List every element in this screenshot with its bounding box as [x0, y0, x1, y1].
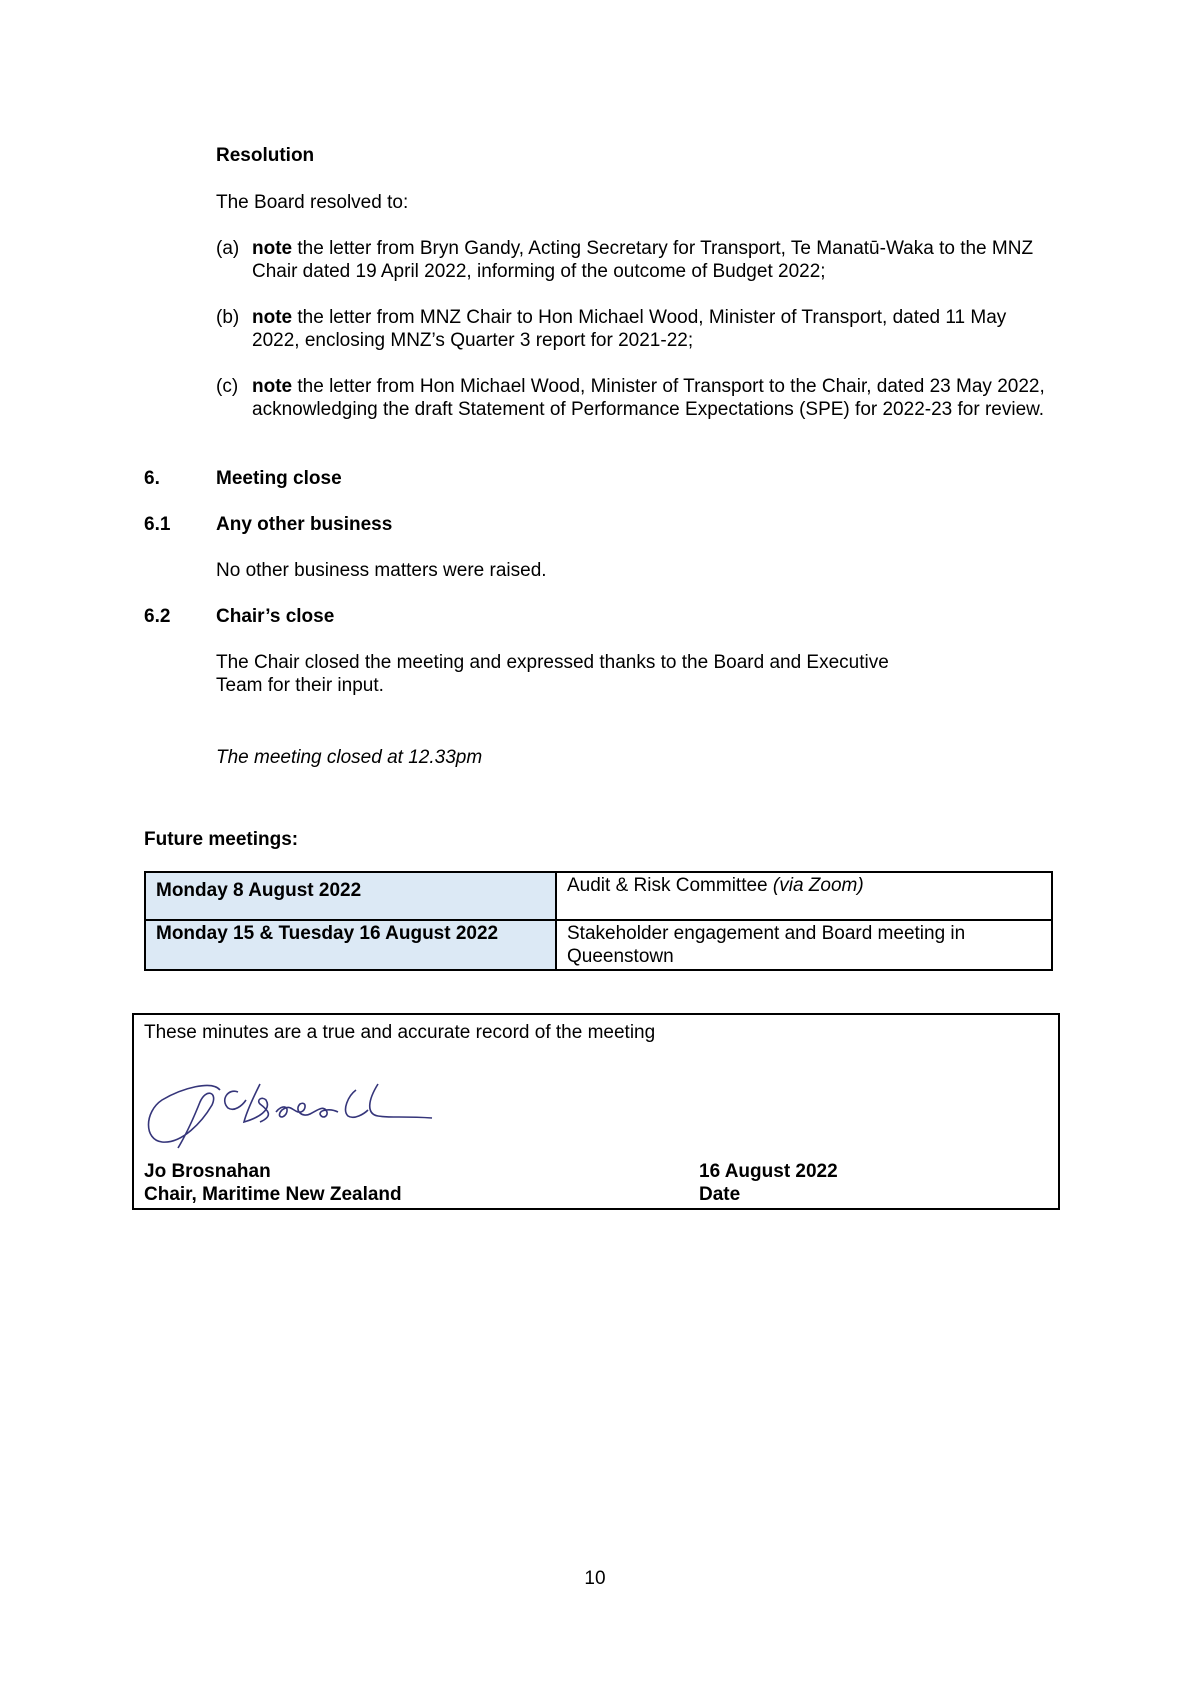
- signature-date-value: 16 August 2022: [699, 1161, 838, 1182]
- section-number-6: 6.: [144, 468, 160, 489]
- item-letter: (c): [216, 376, 239, 397]
- table-row: [145, 920, 1052, 970]
- meeting-date-cell: Monday 15 & Tuesday 16 August 2022: [145, 920, 556, 970]
- signature-date-label: Date: [699, 1184, 741, 1205]
- signature-block: [132, 1013, 1060, 1210]
- section-title-any-other-business: Any other business: [216, 514, 393, 535]
- section-number-6-2: 6.2: [144, 606, 171, 627]
- meeting-description-italic: (via Zoom): [772, 875, 864, 896]
- item-verb: note: [252, 376, 293, 397]
- signature-image: [142, 1070, 442, 1155]
- section-title-chairs-close: Chair’s close: [216, 606, 335, 627]
- meeting-date-cell: Monday 8 August 2022: [145, 872, 556, 920]
- chairs-close-body-line2: Team for their input.: [216, 675, 384, 696]
- section-number-6-1: 6.1: [144, 514, 171, 535]
- item-text: the letter from Hon Michael Wood, Minister of Transport to the Chair, dated 23 May 2022, acknowledging the draft Statement of Performance Expectations (SPE) for 2022-23 for review.: [252, 376, 1045, 420]
- resolution-intro: The Board resolved to:: [216, 192, 409, 213]
- item-letter: (b): [216, 307, 240, 328]
- meeting-description: Stakeholder engagement and Board meeting in Queenstown: [567, 923, 966, 967]
- future-meetings-table: [144, 871, 1053, 971]
- meeting-description-cell: [556, 872, 1052, 920]
- chairs-close-body-line1: The Chair closed the meeting and expressed thanks to the Board and Executive: [216, 652, 889, 673]
- section-title-meeting-close: Meeting close: [216, 468, 342, 489]
- item-verb: note: [252, 307, 293, 328]
- resolution-item-b: [216, 306, 1056, 352]
- resolution-item-c: [216, 375, 1056, 421]
- meeting-closed-note: The meeting closed at 12.33pm: [216, 747, 483, 768]
- minutes-statement: These minutes are a true and accurate record of the meeting: [144, 1022, 656, 1043]
- meeting-description: Audit & Risk Committee: [567, 875, 773, 896]
- signatory-role: Chair, Maritime New Zealand: [144, 1184, 402, 1205]
- future-meetings-heading: Future meetings:: [144, 829, 299, 850]
- meeting-description-cell: [556, 920, 1052, 970]
- resolution-heading: Resolution: [216, 145, 315, 166]
- item-text: the letter from Bryn Gandy, Acting Secretary for Transport, Te Manatū-Waka to the MNZ Chair dated 19 April 2022, informing of the outcome of Budget 2022;: [252, 238, 1034, 282]
- item-verb: note: [252, 238, 293, 259]
- page-number: 10: [584, 1568, 606, 1589]
- signatory-name: Jo Brosnahan: [144, 1161, 271, 1182]
- table-row: [145, 872, 1052, 920]
- resolution-item-a: [216, 237, 1056, 283]
- any-other-business-body: No other business matters were raised.: [216, 560, 547, 581]
- item-text: the letter from MNZ Chair to Hon Michael Wood, Minister of Transport, dated 11 May 2022, enclosing MNZ’s Quarter 3 report for 2021-22;: [252, 307, 1007, 351]
- item-letter: (a): [216, 238, 240, 259]
